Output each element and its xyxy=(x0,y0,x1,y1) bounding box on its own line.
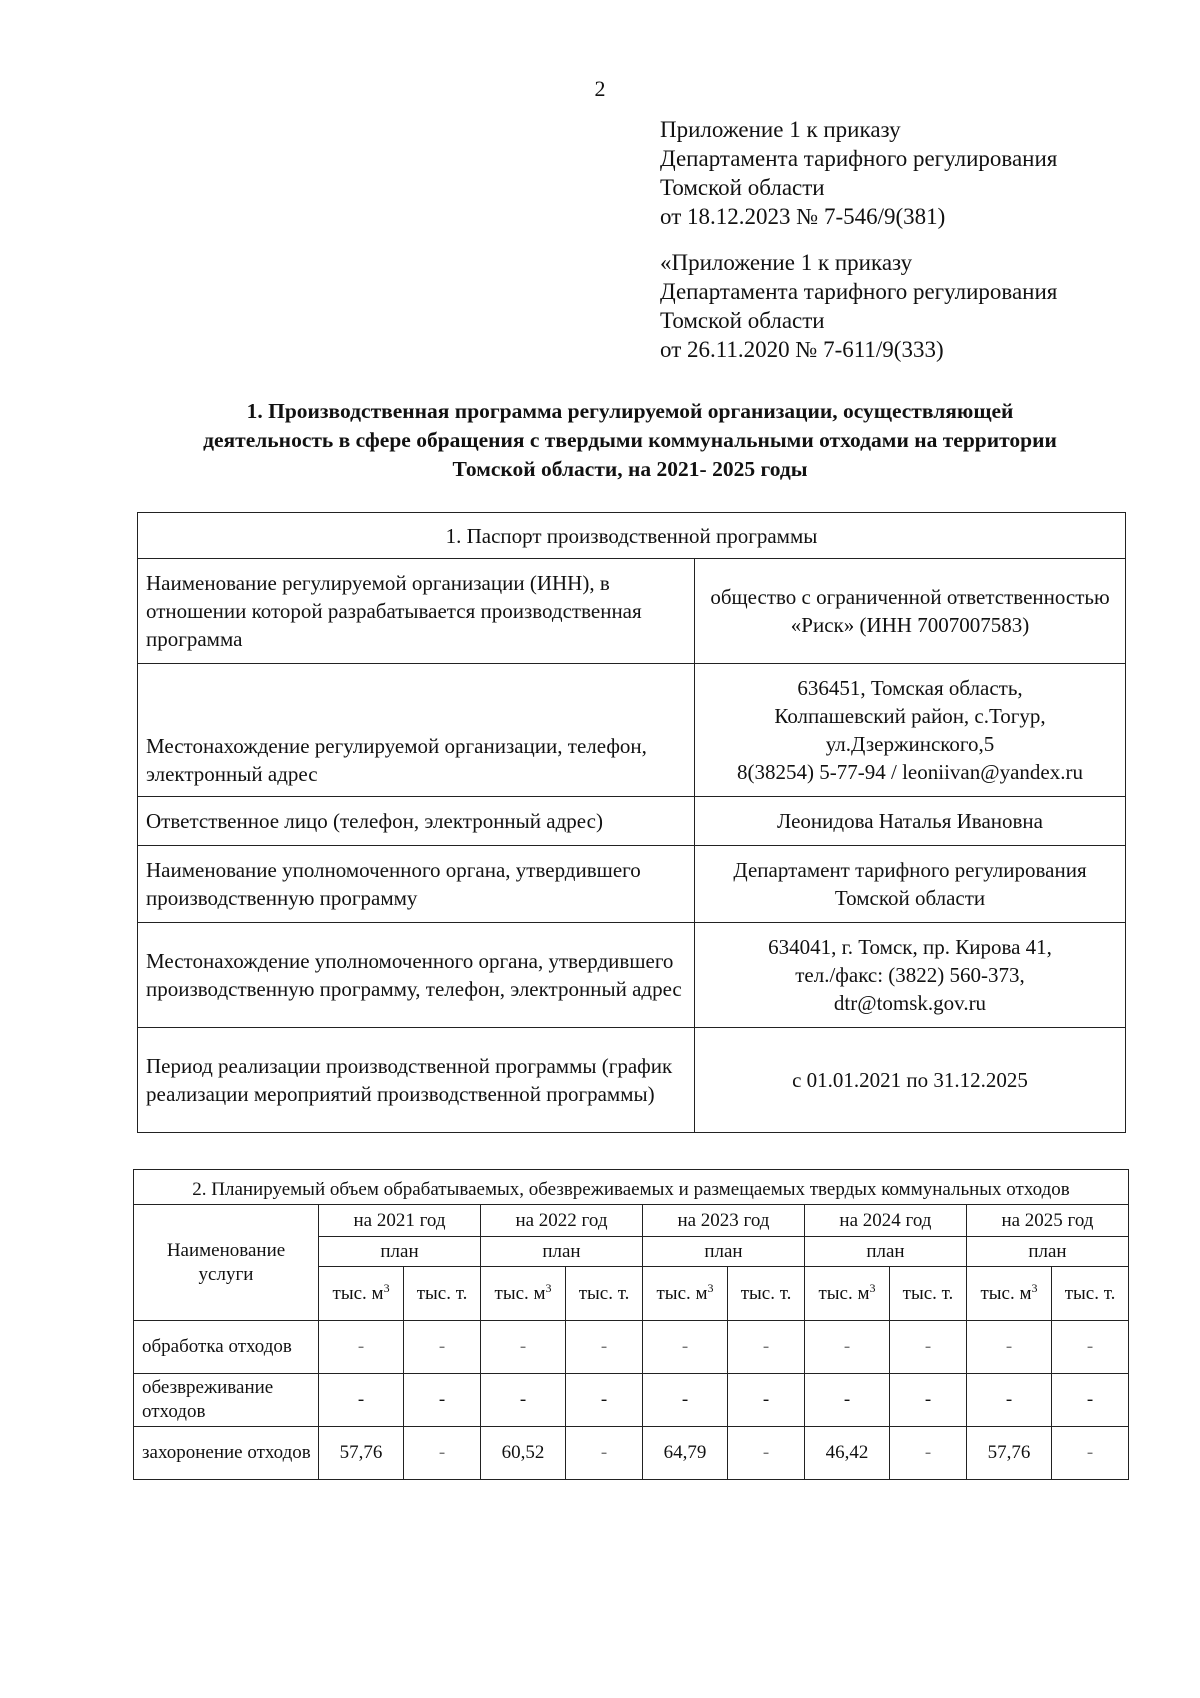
year-header: на 2024 год xyxy=(804,1205,966,1237)
volume-cell: - xyxy=(319,1321,404,1374)
volume-cell: - xyxy=(966,1374,1051,1427)
unit-header-m3 xyxy=(642,1267,727,1321)
unit-m3-superscript: 3 xyxy=(545,1280,552,1295)
plan-header: план xyxy=(319,1237,481,1267)
volume-cell: - xyxy=(804,1321,889,1374)
volume-table-title: 2. Планируемый объем обрабатываемых, обезвреживаемых и размещаемых твердых коммунальных отходов xyxy=(134,1170,1129,1205)
volume-cell: - xyxy=(890,1321,967,1374)
unit-m3-superscript: 3 xyxy=(383,1280,390,1295)
volume-cell: 57,76 xyxy=(319,1427,404,1480)
volume-table xyxy=(133,1169,1129,1480)
volume-cell: 60,52 xyxy=(480,1427,565,1480)
volume-cell: - xyxy=(890,1374,967,1427)
passport-value-line: Департамент тарифного регулирования xyxy=(733,858,1087,882)
unit-header-t: тыс. т. xyxy=(404,1267,481,1321)
volume-cell: - xyxy=(1052,1321,1129,1374)
section-title xyxy=(130,397,1130,484)
plan-header: план xyxy=(966,1237,1128,1267)
service-name: захоронение отходов xyxy=(134,1427,319,1480)
volume-cell: - xyxy=(1052,1374,1129,1427)
volume-cell: - xyxy=(804,1374,889,1427)
unit-m3-superscript: 3 xyxy=(869,1280,876,1295)
unit-header-m3 xyxy=(480,1267,565,1321)
plan-header: план xyxy=(642,1237,804,1267)
page-number: 2 xyxy=(594,76,606,101)
volume-title-row xyxy=(134,1170,1129,1205)
volume-cell: 46,42 xyxy=(804,1427,889,1480)
table-row xyxy=(134,1427,1129,1480)
service-name: обработка отходов xyxy=(134,1321,319,1374)
table-row xyxy=(138,1028,1126,1133)
volume-cell: - xyxy=(404,1427,481,1480)
table-row xyxy=(138,846,1126,923)
volume-cell: 64,79 xyxy=(642,1427,727,1480)
passport-label: Наименование регулируемой организации (ИНН), в отношении которой разрабатывается производственная программа xyxy=(138,559,695,664)
unit-m3-superscript: 3 xyxy=(1031,1280,1038,1295)
volume-cell: - xyxy=(1052,1427,1129,1480)
volume-cell: - xyxy=(404,1321,481,1374)
passport-label: Ответственное лицо (телефон, электронный адрес) xyxy=(138,797,695,846)
volume-cell: 57,76 xyxy=(966,1427,1051,1480)
passport-value xyxy=(695,846,1126,923)
volume-cell: - xyxy=(566,1321,643,1374)
unit-header-t: тыс. т. xyxy=(890,1267,967,1321)
table-row xyxy=(138,923,1126,1028)
passport-label: Период реализации производственной программы (график реализации мероприятий производственной программы) xyxy=(138,1028,695,1133)
volume-cell: - xyxy=(642,1321,727,1374)
plan-header: план xyxy=(804,1237,966,1267)
volume-cell: - xyxy=(566,1427,643,1480)
service-name: обезвреживание отходов xyxy=(134,1374,319,1427)
appendix-line: от 18.12.2023 № 7-546/9(381) xyxy=(660,204,946,229)
table-row xyxy=(138,664,1126,797)
volume-cell: - xyxy=(642,1374,727,1427)
volume-cell: - xyxy=(728,1374,805,1427)
passport-label: Местонахождение уполномоченного органа, утвердившего производственную программу, телефон, электронный адрес xyxy=(138,923,695,1028)
appendix-line: от 26.11.2020 № 7-611/9(333) xyxy=(660,337,944,362)
passport-label: Местонахождение регулируемой организации, телефон, электронный адрес xyxy=(138,664,695,797)
volume-cell: - xyxy=(966,1321,1051,1374)
year-header: на 2023 год xyxy=(642,1205,804,1237)
section-title-line: деятельность в сфере обращения с твердыми коммунальными отходами на территории xyxy=(203,428,1057,452)
passport-value-line: тел./факс: (3822) 560-373, xyxy=(795,963,1025,987)
section-title-line: 1. Производственная программа регулируемой организации, осуществляющей xyxy=(246,399,1014,423)
unit-m3-label: тыс. м xyxy=(332,1282,384,1304)
unit-header-t: тыс. т. xyxy=(566,1267,643,1321)
unit-header-m3 xyxy=(319,1267,404,1321)
volume-cell: - xyxy=(566,1374,643,1427)
table-row xyxy=(134,1321,1129,1374)
appendix-line: Департамента тарифного регулирования xyxy=(660,279,1058,304)
appendix-line: «Приложение 1 к приказу xyxy=(660,250,913,275)
appendix-reference-current xyxy=(660,115,1057,231)
passport-value: Леонидова Наталья Ивановна xyxy=(695,797,1126,846)
unit-header-t: тыс. т. xyxy=(1052,1267,1129,1321)
passport-value-line: Колпашевский район, с.Тогур, xyxy=(774,704,1046,728)
appendix-line: Департамента тарифного регулирования xyxy=(660,146,1058,171)
unit-m3-superscript: 3 xyxy=(707,1280,714,1295)
service-column-header: Наименование услуги xyxy=(134,1205,319,1321)
year-header: на 2025 год xyxy=(966,1205,1128,1237)
appendix-reference-previous xyxy=(660,248,1057,364)
unit-m3-label: тыс. м xyxy=(494,1282,546,1304)
year-header: на 2021 год xyxy=(319,1205,481,1237)
passport-value: общество с ограниченной ответственностью «Риск» (ИНН 7007007583) xyxy=(695,559,1126,664)
appendix-line: Томской области xyxy=(660,308,825,333)
table-row xyxy=(138,559,1126,664)
passport-title: 1. Паспорт производственной программы xyxy=(138,513,1126,559)
unit-header-m3 xyxy=(966,1267,1051,1321)
passport-value-line: 634041, г. Томск, пр. Кирова 41, xyxy=(768,935,1052,959)
unit-m3-label: тыс. м xyxy=(656,1282,708,1304)
unit-m3-label: тыс. м xyxy=(980,1282,1032,1304)
passport-title-row xyxy=(138,513,1126,559)
passport-value-line: ул.Дзержинского,5 xyxy=(825,732,995,756)
volume-cell: - xyxy=(890,1427,967,1480)
plan-header: план xyxy=(480,1237,642,1267)
volume-cell: - xyxy=(728,1427,805,1480)
table-row xyxy=(134,1374,1129,1427)
year-header-row xyxy=(134,1205,1129,1237)
unit-header-t: тыс. т. xyxy=(728,1267,805,1321)
volume-cell: - xyxy=(404,1374,481,1427)
unit-m3-label: тыс. м xyxy=(818,1282,870,1304)
year-header: на 2022 год xyxy=(480,1205,642,1237)
passport-label: Наименование уполномоченного органа, утвердившего производственную программу xyxy=(138,846,695,923)
passport-value-line: 8(38254) 5-77-94 / leoniivan@yandex.ru xyxy=(737,760,1083,784)
passport-value-line: Томской области xyxy=(834,886,986,910)
volume-cell: - xyxy=(728,1321,805,1374)
volume-cell: - xyxy=(480,1321,565,1374)
passport-table xyxy=(137,512,1126,1133)
passport-value-line: dtr@tomsk.gov.ru xyxy=(833,991,987,1015)
passport-value xyxy=(695,923,1126,1028)
unit-header-m3 xyxy=(804,1267,889,1321)
appendix-line: Приложение 1 к приказу xyxy=(660,117,901,142)
appendix-line: Томской области xyxy=(660,175,825,200)
passport-value: с 01.01.2021 по 31.12.2025 xyxy=(695,1028,1126,1133)
volume-cell: - xyxy=(319,1374,404,1427)
section-title-line: Томской области, на 2021- 2025 годы xyxy=(452,457,808,481)
volume-cell: - xyxy=(480,1374,565,1427)
passport-value-line: 636451, Томская область, xyxy=(797,676,1023,700)
passport-value xyxy=(695,664,1126,797)
table-row xyxy=(138,797,1126,846)
